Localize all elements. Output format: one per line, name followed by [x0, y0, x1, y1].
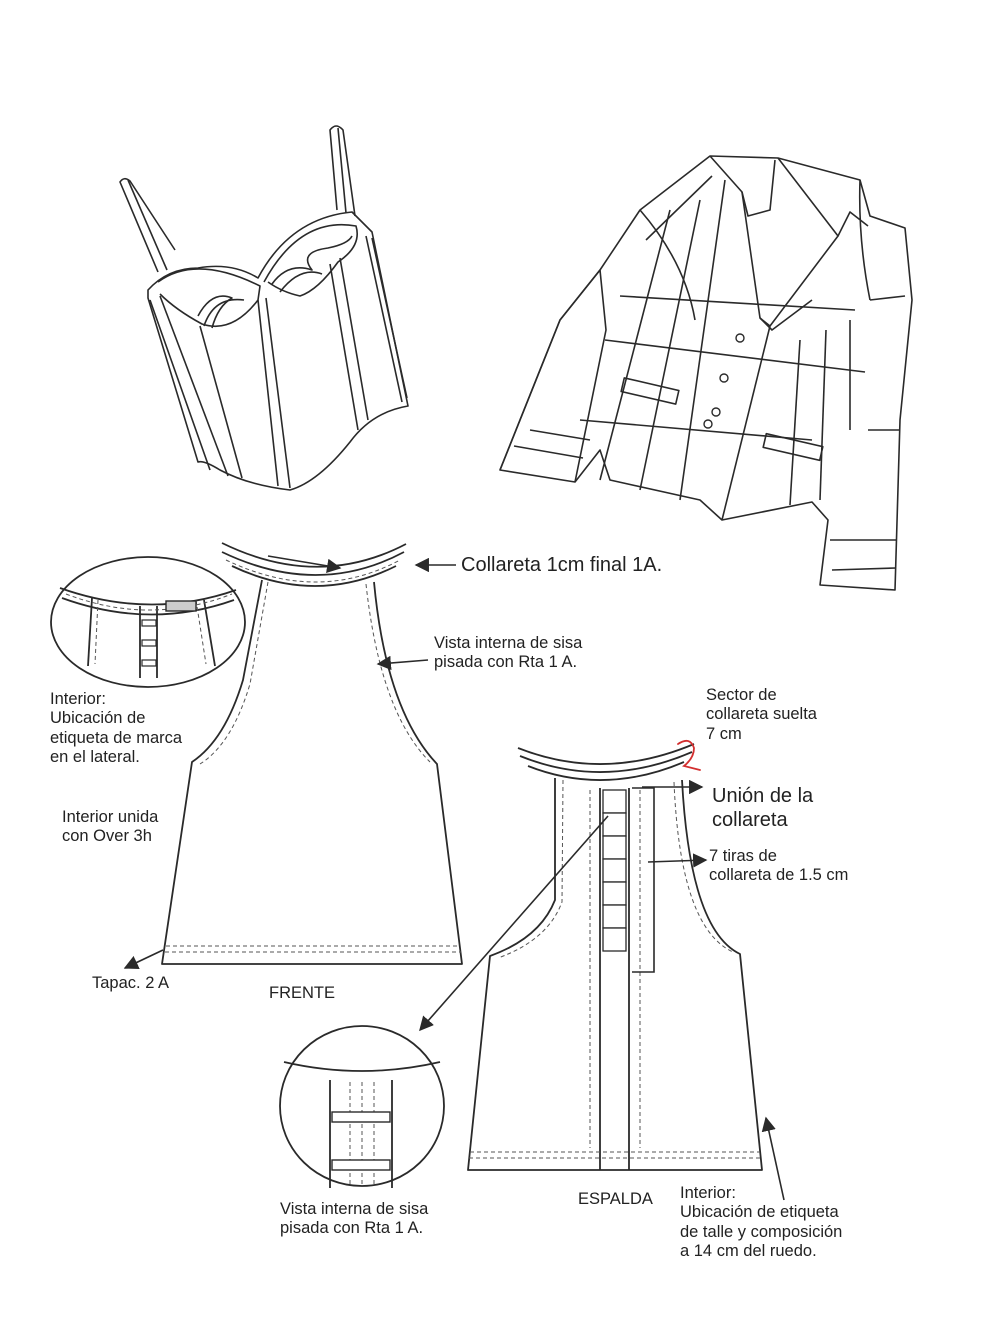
brand-label-patch [166, 601, 196, 611]
vista-interna-front-label: Vista interna de sisa pisada con Rta 1 A. [434, 634, 583, 672]
back-collar-tapes [603, 790, 626, 951]
espalda-label: ESPALDA [578, 1190, 653, 1208]
frente-label: FRENTE [269, 984, 335, 1002]
union-collareta-label: Unión de la collareta [712, 785, 814, 831]
jacket-buttons [704, 334, 744, 428]
tapac-label: Tapac. 2 A [92, 974, 170, 992]
interior-over-label: Interior unida con Over 3h [62, 808, 159, 846]
interior-etiqueta-marca-label: Interior: Ubicación de etiqueta de marca en el lateral. [50, 690, 183, 767]
sector-collareta-label: Sector de collareta suelta 7 cm [706, 686, 817, 743]
interior-etiqueta-talle-label: Interior: Ubicación de etiqueta de talle y composición a 14 cm del ruedo. [680, 1184, 843, 1261]
tiras-bracket [632, 788, 654, 972]
jacket-sketch [500, 156, 912, 590]
tiras-collareta-label: 7 tiras de collareta de 1.5 cm [709, 847, 849, 885]
front-detail-tapes [142, 620, 156, 666]
front-top-sketch [162, 543, 462, 964]
corset-sketch [120, 126, 408, 490]
vista-interna-back-label: Vista interna de sisa pisada con Rta 1 A. [280, 1200, 429, 1238]
back-detail-tapes [332, 1112, 390, 1170]
collareta-final-label: Collareta 1cm final 1A. [461, 554, 663, 576]
front-top-stitching [165, 560, 461, 952]
